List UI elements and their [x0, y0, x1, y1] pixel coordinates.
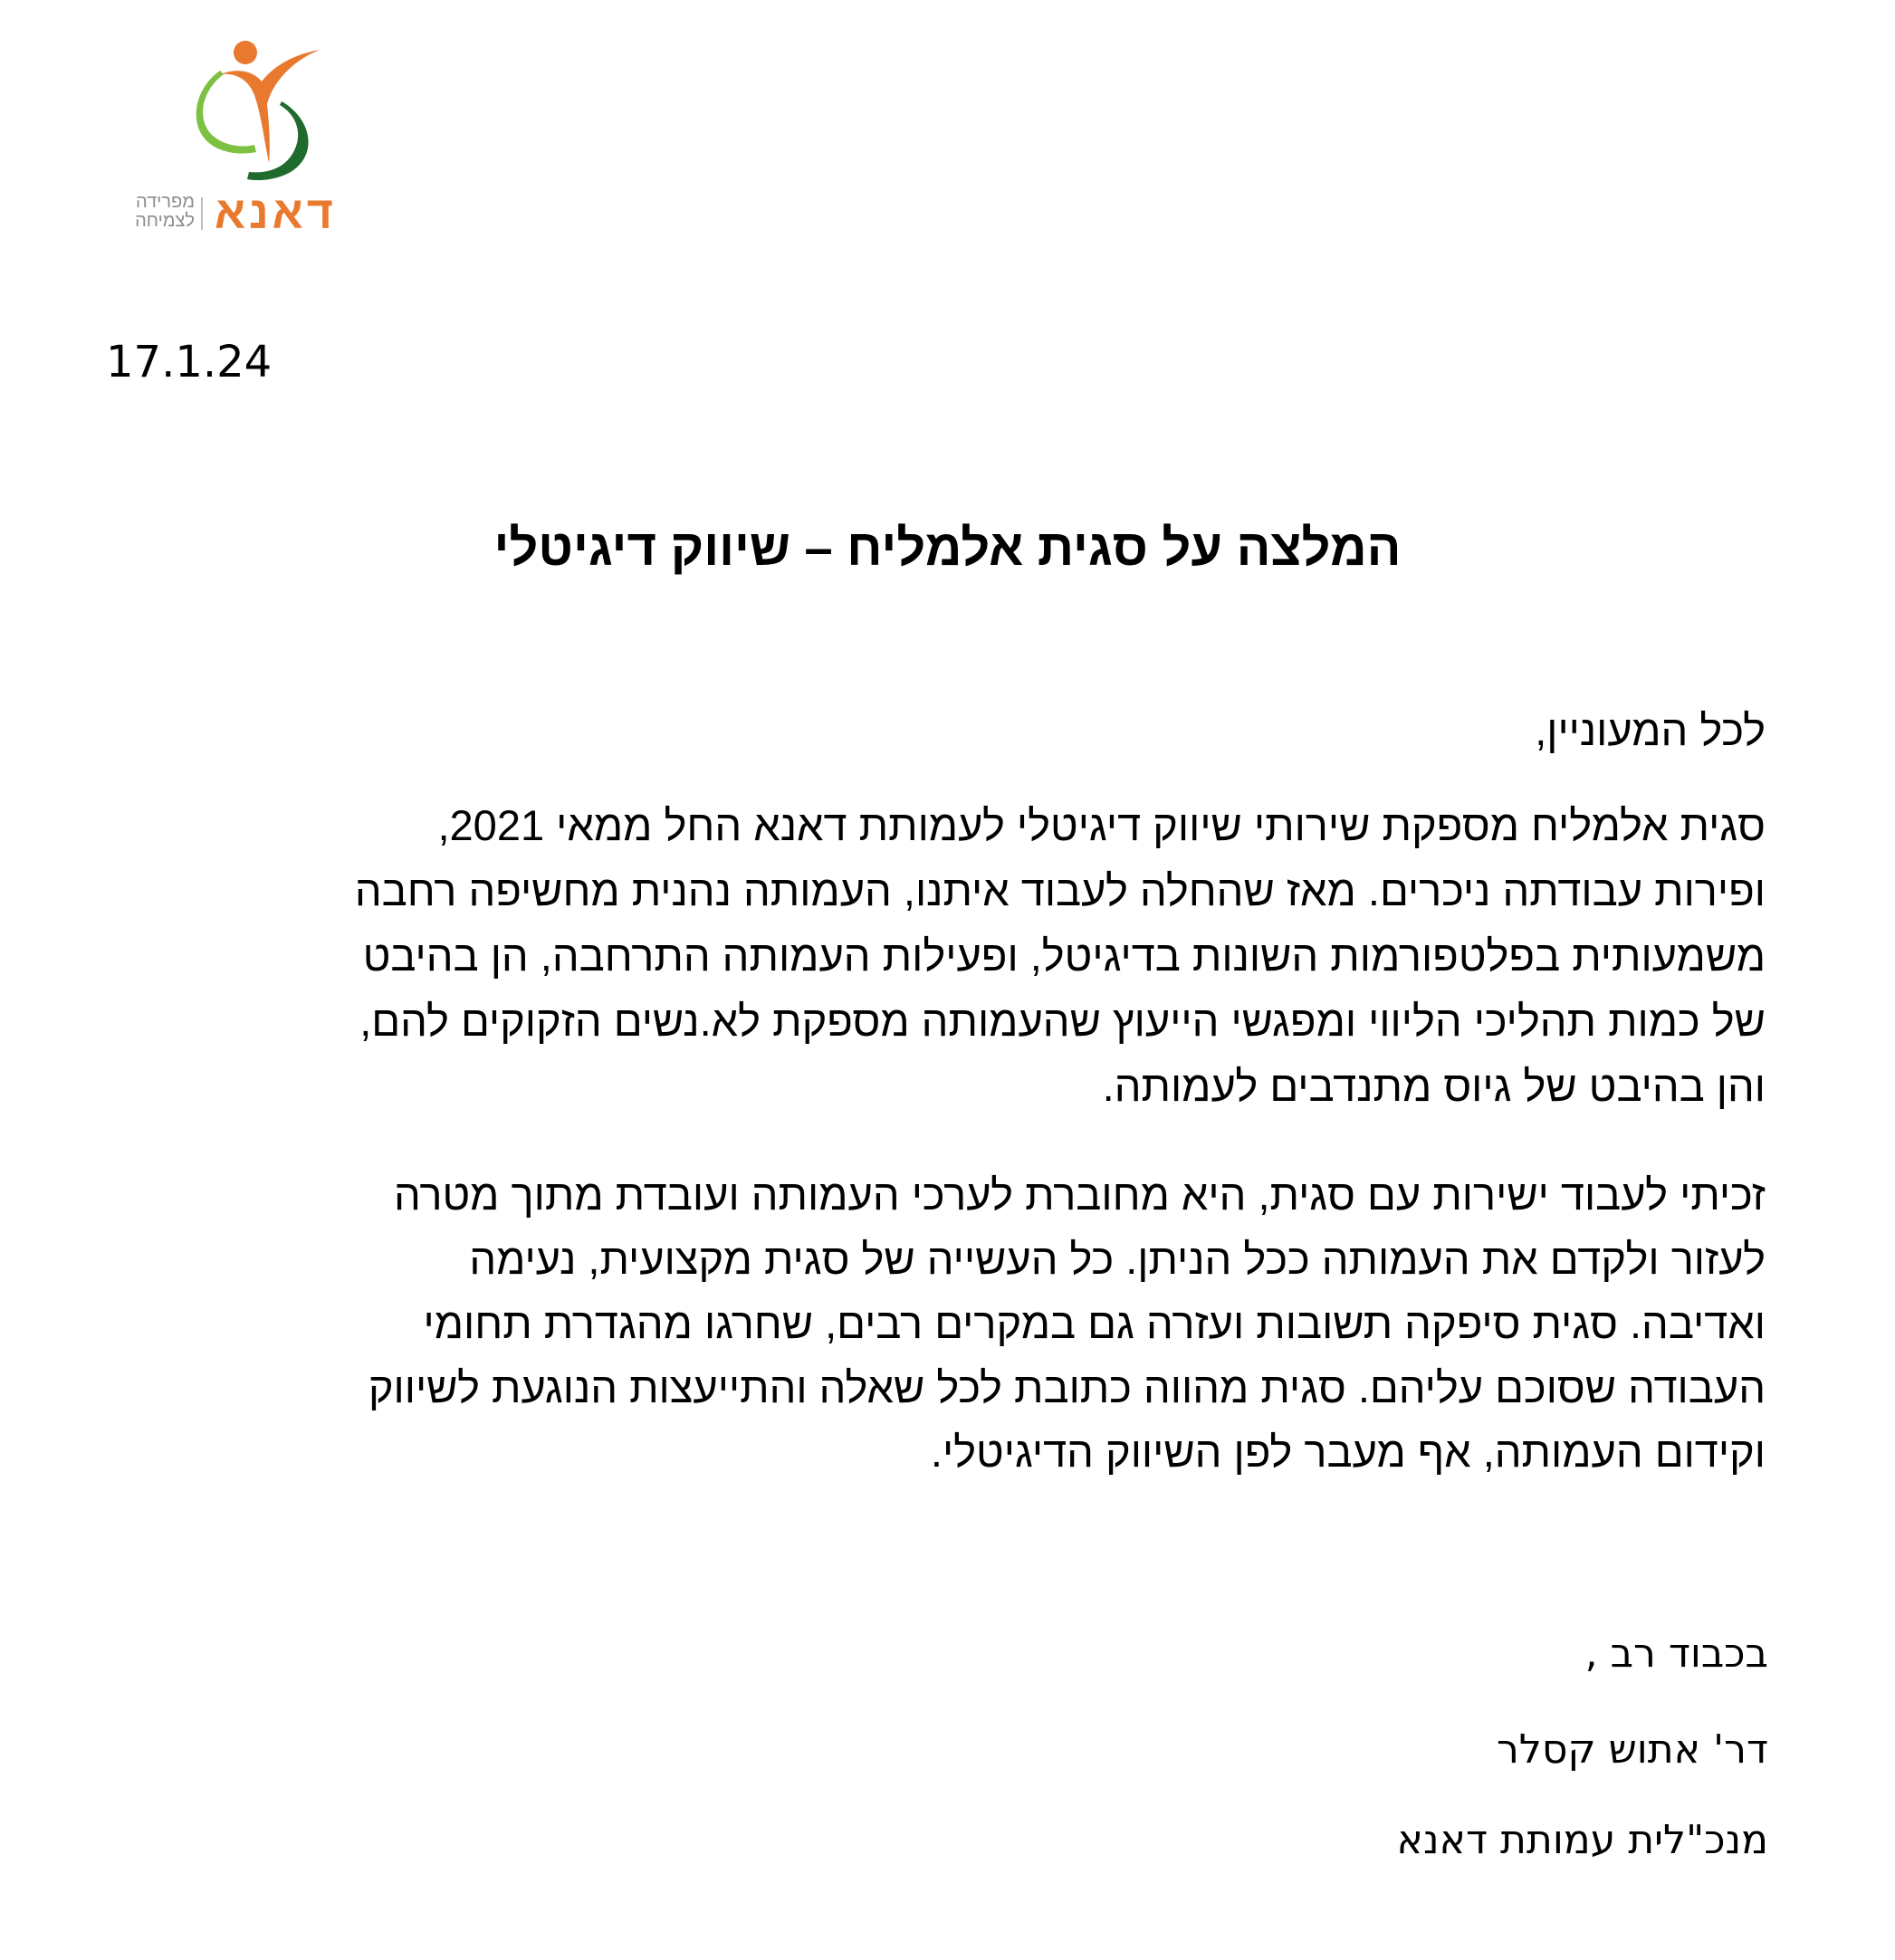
- letter-date: 17.1.24: [106, 337, 273, 387]
- paragraph-line: של כמות תהליכי הליווי ומפגשי הייעוץ שהעמותה מספקת לא.נשים הזקוקים להם,: [359, 997, 1766, 1045]
- logo-tagline: [117, 193, 195, 231]
- paragraph-line: העבודה שסוכם עליהם. סגית מהווה כתובת לכל שאלה והתייעצות הנוגעת לשיווק: [368, 1363, 1766, 1411]
- letter-paragraph-1: [127, 793, 1766, 1119]
- paragraph-line: ופירות עבודתה ניכרים. מאז שהחלה לעבוד איתנו, העמותה נהנית מחשיפה רחבה: [354, 866, 1766, 914]
- paragraph-line: זכיתי לעבוד ישירות עם סגית, היא מחוברת לערכי העמותה ועובדת מתוך מטרה: [394, 1171, 1766, 1219]
- signature-closing: בכבוד רב ,: [1584, 1630, 1768, 1677]
- paragraph-line: משמעותית בפלטפורמות השונות בדיגיטל, ופעילות העמותה התרחבה, הן בהיבט: [362, 932, 1766, 980]
- paragraph-line: סגית אלמליח מספקת שירותי שיווק דיגיטלי לעמותת דאנא החל ממאי 2021,: [437, 801, 1766, 849]
- figure-head: [234, 41, 257, 64]
- signature-name: דר' אתוש קסלר: [1496, 1726, 1768, 1773]
- organization-logo: [113, 20, 376, 237]
- letter-title: המלצה על סגית אלמליח – שיווק דיגיטלי: [493, 519, 1402, 576]
- letter-greeting: לכל המעוניין,: [1535, 706, 1766, 754]
- paragraph-line: והן בהיבט של גיוס מתנדבים לעמותה.: [1102, 1062, 1766, 1110]
- dana-emblem-icon: [184, 27, 320, 186]
- dark-green-swoosh: [247, 101, 309, 180]
- logo-tagline-line1: מפרידה: [136, 192, 195, 212]
- logo-wordmark: דאנא: [215, 187, 337, 238]
- paragraph-line: וקידום העמותה, אף מעבר לפן השיווק הדיגיטלי.: [930, 1428, 1766, 1476]
- logo-tagline-line2: לצמיחה: [135, 211, 195, 231]
- logo-divider: [201, 197, 203, 230]
- signature-role: מנכ"לית עמותת דאנא: [1396, 1817, 1768, 1863]
- letter-paragraph-2: [127, 1162, 1766, 1484]
- paragraph-line: ואדיבה. סגית סיפקה תשובות ועזרה גם במקרים רבים, שחרגו מהגדרת תחומי: [423, 1299, 1766, 1347]
- paragraph-line: לעזור ולקדם את העמותה ככל הניתן. כל העשייה של סגית מקצועית, נעימה: [469, 1235, 1766, 1283]
